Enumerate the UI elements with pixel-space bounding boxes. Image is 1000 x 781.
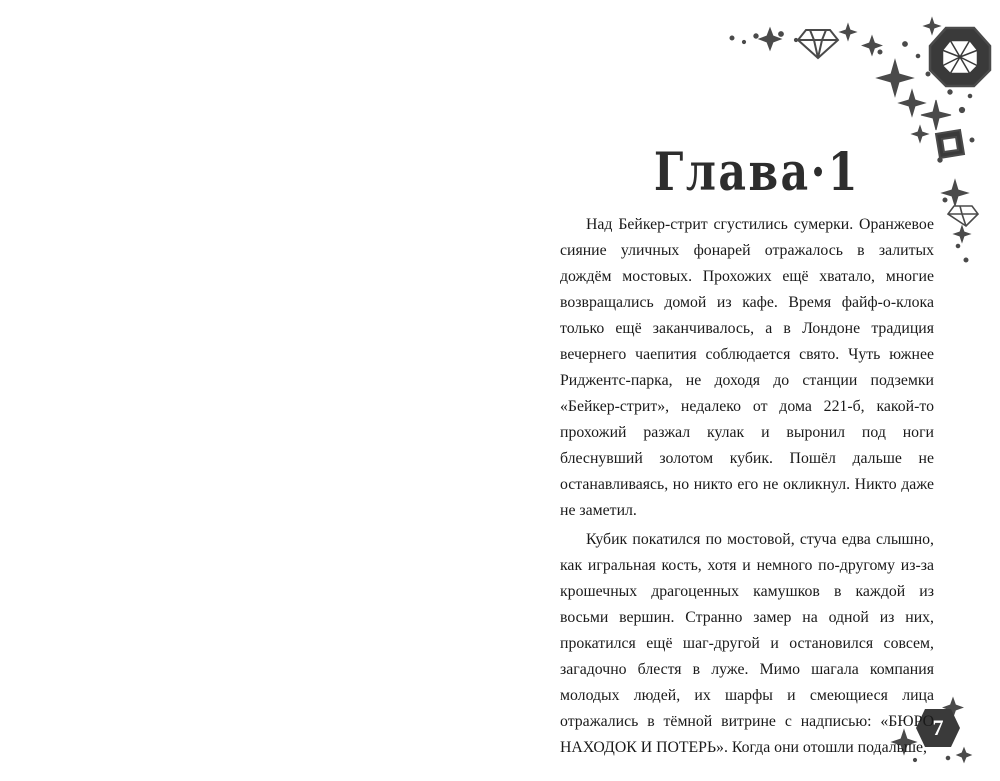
square-gem-icon [936, 130, 964, 158]
body-text [560, 212, 934, 761]
sparkle-star-icon [840, 24, 856, 40]
star-burst-icon [877, 60, 913, 96]
octagon-gem-icon [930, 28, 990, 86]
star-burst-icon [921, 100, 951, 130]
chapter-title: Глава·1 [653, 142, 861, 203]
sparkle-dot [742, 40, 745, 43]
sparkle-star-icon [759, 28, 781, 50]
star-burst-icon [954, 226, 970, 242]
paragraph: Над Бейкер-стрит сгустились сумерки. Оранжевое сияние уличных фонарей отражалось в залитых дождём мостовых. Прохожих ещё хватало, многие возвращались домой из кафе. Время файф-о-клока только ещё заканчивалось, а в Лондоне традиция вечернего чаепития соблюдается свято. Чуть южнее Риджентс-парка, не доходя до станции подземки «Бейкер-стрит», недалеко от дома 221-б, какой-то прохожий разжал кулак и выронил под ноги блеснувший золотом кубик. Пошёл дальше не останавливаясь, но никто его не окликнул. Никто даже не заметил. [560, 216, 934, 519]
sparkle-dot [779, 32, 784, 37]
sparkle-dot [754, 34, 758, 38]
page-number: 7 [932, 715, 944, 740]
sparkle-star-icon [924, 18, 940, 34]
diamond-gem-icon [798, 30, 838, 58]
sparkle-star-icon [957, 748, 971, 762]
star-burst-icon [899, 90, 925, 116]
paragraph: Кубик покатился по мостовой, стуча едва слышно, как игральная кость, хотя и немного по-другому из-за крошечных драгоценных камушков в каждой из восьми вершин. Странно замер на одной из них, прокатился ещё шаг-другой и остановился совсем, загадочно блестя в луже. Мимо шагала компания молодых людей, их шарфы и смеющиеся лица отражались в тёмной витрине с надписью: «БЮРО НАХОДОК И ПОТЕРЬ». Когда они отошли подальше, [560, 531, 934, 756]
sparkle-dot [730, 36, 734, 40]
faceted-gem-icon [948, 206, 978, 226]
